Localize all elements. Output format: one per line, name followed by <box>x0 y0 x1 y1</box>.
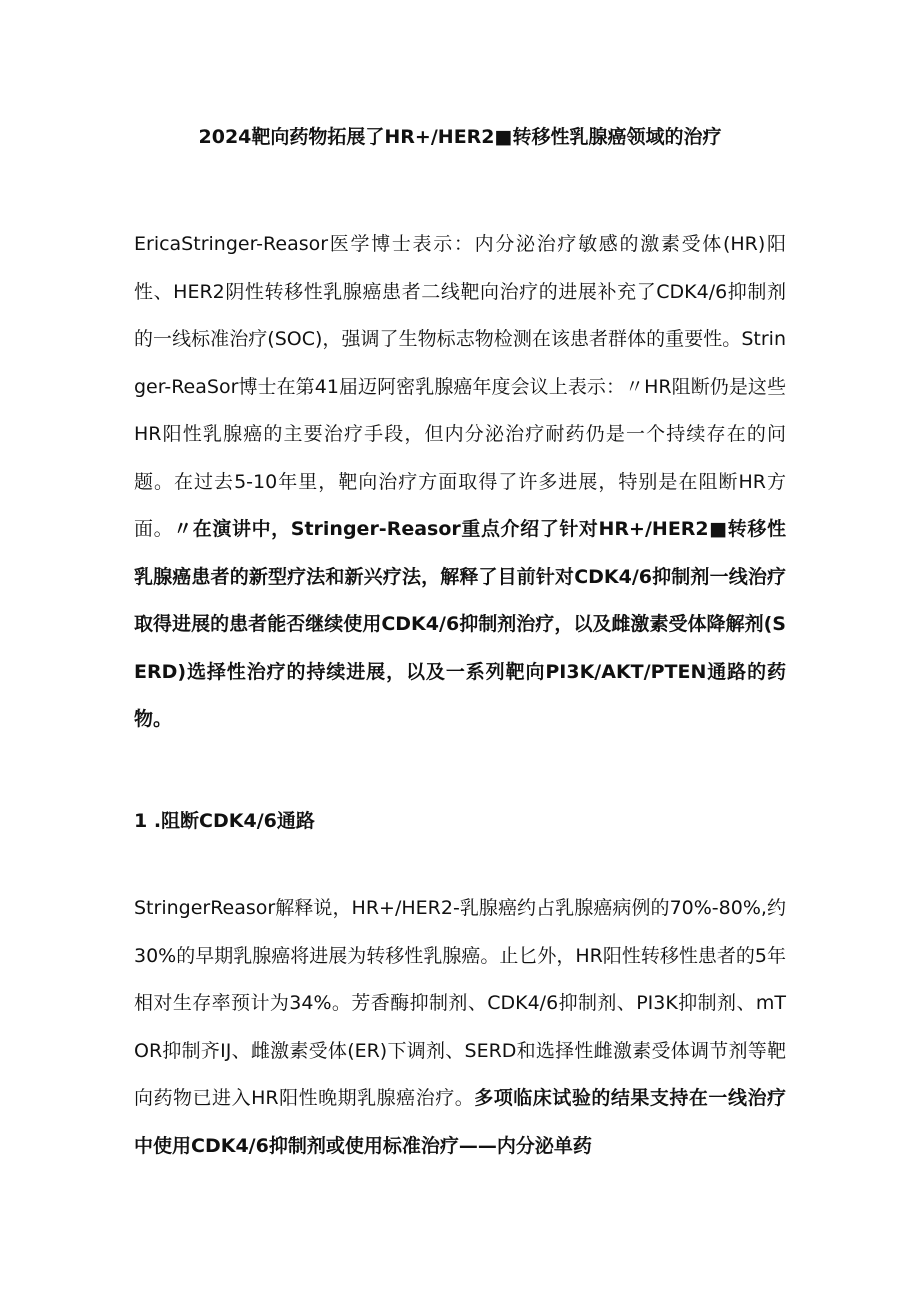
intro-paragraph <box>134 221 786 744</box>
document-title: 2024靶向药物拓展了HR+/HER2■转移性乳腺癌领域的治疗 <box>198 126 722 148</box>
section-paragraph <box>134 885 786 1170</box>
section-text: StringerReasor解释说，HR+/HER2-乳腺癌约占乳腺癌病例的70%-80%,约30%的早期乳腺癌将进展为转移性乳腺癌。止匕外，HR阳性转移性患者的5年相对生存率预计为34%。芳香酶抑制剂、CDK4/6抑制剂、PI3K抑制剂、mTOR抑制齐IJ、雌激素受体(ER)下调剂、SERD和选择性雌激素受体调节剂等靶向药物已进入HR阳性晚期乳腺癌治疗。 <box>134 897 786 1109</box>
intro-bold-text: 〃在演讲中，Stringer-Reasor重点介绍了针对HR+/HER2■转移性乳腺癌患者的新型疗法和新兴疗法，解释了目前针对CDK4/6抑制剂一线治疗取得进展的患者能否继续使用CDK4/6抑制剂治疗，以及雌激素受体降解剂(SERD)选择性治疗的持续进展，以及一系列靶向PI3K/AKT/PTEN通路的药物。 <box>134 518 786 730</box>
section-heading: 1 .阻断CDK4/6通路 <box>134 810 315 832</box>
intro-text: EricaStringer-Reasor医学博士表示：内分泌治疗敏感的激素受体(HR)阳性、HER2阴性转移性乳腺癌患者二线靶向治疗的进展补充了CDK4/6抑制剂的一线标准治疗(SOC)，强调了生物标志物检测在该患者群体的重要性。Stringer-ReaSor博士在第41届迈阿密乳腺癌年度会议上表示：〃HR阻断仍是这些HR阳性乳腺癌的主要治疗手段，但内分泌治疗耐药仍是一个持续存在的问题。在过去5-10年里，靶向治疗方面取得了许多进展，特别是在阻断HR方面。 <box>134 233 786 540</box>
section-bold-text: 多项临床试验的结果支持在一线治疗中使用CDK4/6抑制剂或使用标准治疗——内分泌单药 <box>134 1087 786 1157</box>
